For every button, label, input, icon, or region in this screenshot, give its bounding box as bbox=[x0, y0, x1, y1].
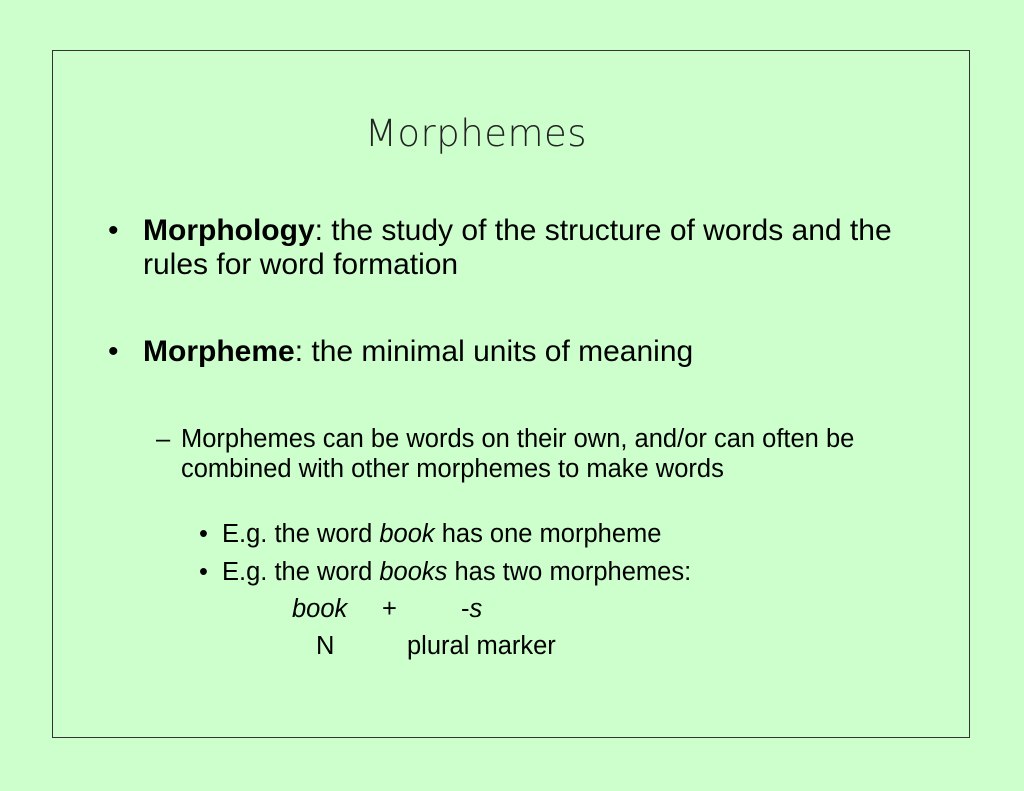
term-morpheme: Morpheme bbox=[143, 335, 295, 368]
breakdown-affix-label: plural marker bbox=[407, 632, 556, 660]
definition-morphology: : the study of the structure of words and the rules for word formation bbox=[143, 214, 892, 281]
example-books bbox=[199, 557, 692, 587]
example-suffix: has two morphemes: bbox=[447, 558, 692, 586]
bullet-marker: • bbox=[108, 214, 119, 247]
breakdown-stem: book bbox=[292, 595, 348, 623]
bullet-marker: • bbox=[108, 335, 119, 368]
breakdown-affix-letter: s bbox=[469, 595, 483, 623]
bullet-morphology bbox=[108, 214, 923, 282]
definition-morpheme: : the minimal units of meaning bbox=[294, 335, 694, 368]
sub-bullet-morphemes bbox=[156, 424, 901, 484]
example-book bbox=[199, 519, 662, 549]
example-prefix: E.g. the word bbox=[222, 520, 380, 548]
bullet-morpheme bbox=[108, 335, 923, 369]
slide-title: Morphemes bbox=[365, 112, 588, 155]
breakdown-stem-label: N bbox=[316, 632, 335, 660]
example-word: books bbox=[379, 558, 448, 586]
example-word: book bbox=[379, 520, 435, 548]
example-suffix: has one morpheme bbox=[434, 520, 662, 548]
sub-bullet-marker: – bbox=[156, 425, 171, 453]
breakdown-affix bbox=[461, 594, 482, 624]
breakdown-affix-dash: - bbox=[461, 595, 470, 623]
example-prefix: E.g. the word bbox=[222, 558, 380, 586]
example-marker: • bbox=[199, 520, 208, 548]
example-marker: • bbox=[199, 558, 208, 586]
breakdown-plus: + bbox=[382, 595, 397, 623]
sub-bullet-text: Morphemes can be words on their own, and/or can often be combined with other morphemes to make words bbox=[181, 425, 855, 483]
term-morphology: Morphology bbox=[143, 214, 315, 247]
